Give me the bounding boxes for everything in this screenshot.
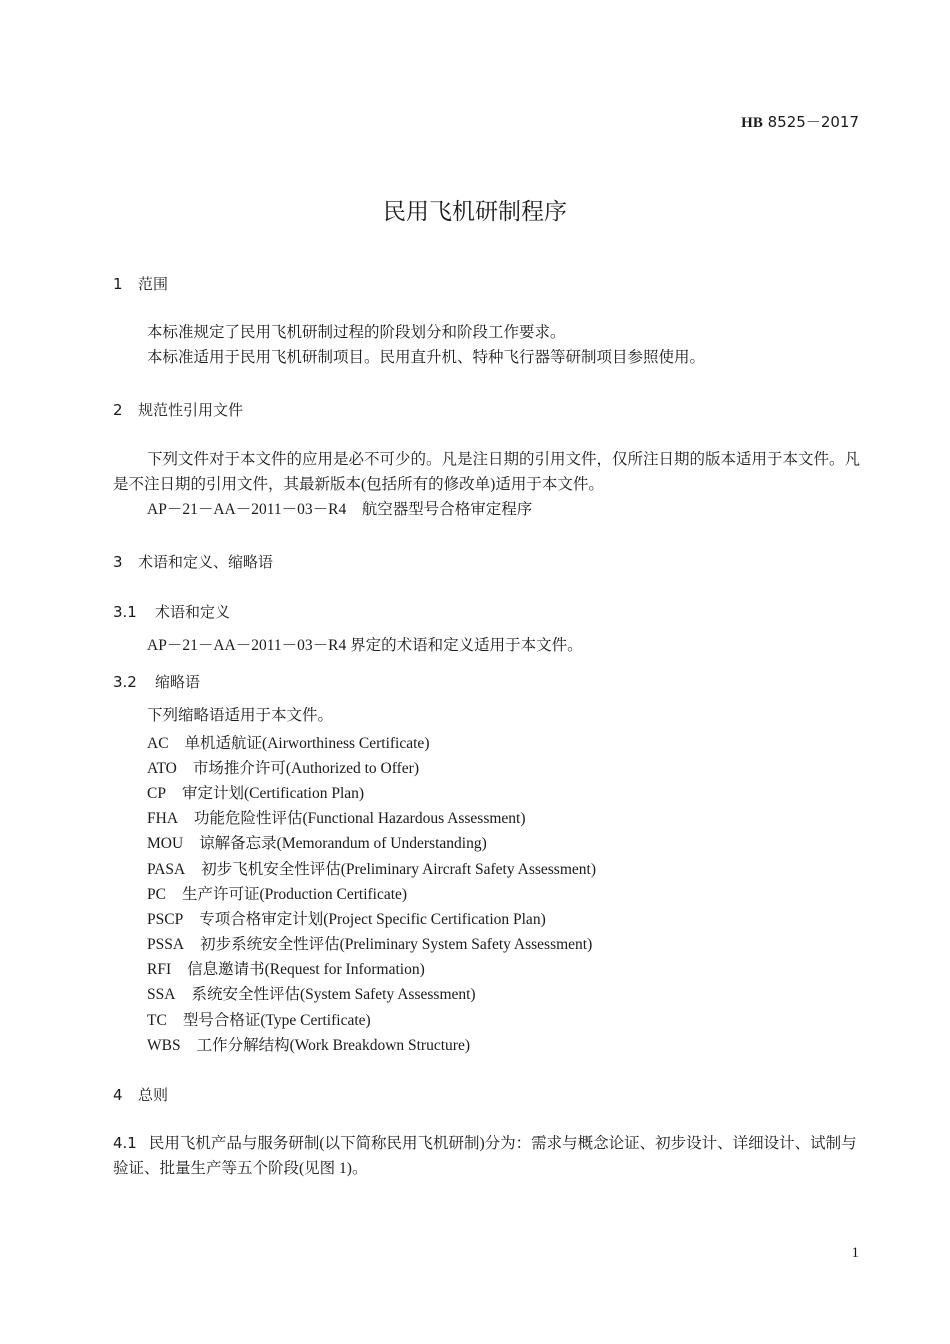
abbreviation-item bbox=[147, 932, 592, 954]
section-number: 4 bbox=[113, 1086, 123, 1104]
section-3-1-heading bbox=[113, 601, 230, 622]
abbreviation-code: ATO bbox=[147, 760, 177, 777]
abbreviation-description: 单机适航证(Airworthiness Certificate) bbox=[184, 735, 430, 752]
abbreviations-intro: 下列缩略语适用于本文件。 bbox=[147, 707, 334, 724]
section-title: 范围 bbox=[138, 275, 169, 293]
standard-number: 8525－2017 bbox=[767, 113, 859, 131]
abbreviation-description: 生产许可证(Production Certificate) bbox=[181, 886, 408, 903]
abbreviation-item bbox=[147, 781, 364, 803]
abbreviation-item bbox=[147, 907, 546, 929]
abbreviation-code: AC bbox=[147, 735, 169, 752]
abbreviation-code: PSSA bbox=[147, 936, 185, 953]
abbreviation-description: 信息邀请书(Request for Information) bbox=[187, 961, 425, 978]
subsection-number: 3.2 bbox=[113, 673, 137, 691]
abbreviation-description: 系统安全性评估(System Safety Assessment) bbox=[191, 986, 476, 1003]
subsection-title: 缩略语 bbox=[155, 673, 201, 691]
subsection-title: 术语和定义 bbox=[155, 603, 231, 621]
abbreviation-description: 功能危险性评估(Functional Hazardous Assessment) bbox=[194, 810, 526, 827]
abbreviation-code: MOU bbox=[147, 835, 184, 852]
abbreviation-item bbox=[147, 831, 487, 853]
section-number: 1 bbox=[113, 275, 123, 293]
section-4-heading bbox=[113, 1084, 168, 1105]
abbreviation-description: 初步飞机安全性评估(Preliminary Aircraft Safety Assessment) bbox=[201, 861, 596, 878]
abbreviation-description: 工作分解结构(Work Breakdown Structure) bbox=[196, 1037, 470, 1054]
section-number: 2 bbox=[113, 401, 123, 419]
normative-reference: AP－21－AA－2011－03－R4 航空器型号合格审定程序 bbox=[147, 501, 533, 518]
section-1-paragraph-1: 本标准规定了民用飞机研制过程的阶段划分和阶段工作要求。 bbox=[147, 324, 566, 341]
section-1-paragraph-2: 本标准适用于民用飞机研制项目。民用直升机、特种飞行器等研制项目参照使用。 bbox=[147, 349, 706, 366]
section-title: 术语和定义、缩略语 bbox=[138, 553, 274, 571]
page-number: 1 bbox=[851, 1245, 859, 1261]
clause-text: 民用飞机产品与服务研制(以下简称民用飞机研制)分为：需求与概念论证、初步设计、详细设计、试制与验证、批量生产等五个阶段(见图 1)。 bbox=[113, 1135, 857, 1177]
clause-number: 4.1 bbox=[113, 1134, 137, 1152]
abbreviation-item bbox=[147, 857, 596, 879]
abbreviation-description: 审定计划(Certification Plan) bbox=[181, 785, 365, 802]
abbreviation-description: 型号合格证(Type Certificate) bbox=[182, 1012, 371, 1029]
abbreviation-code: SSA bbox=[147, 986, 176, 1003]
abbreviation-description: 市场推介许可(Authorized to Offer) bbox=[192, 760, 419, 777]
section-3-1-paragraph: AP－21－AA－2011－03－R4 界定的术语和定义适用于本文件。 bbox=[147, 637, 583, 654]
abbreviation-item bbox=[147, 756, 419, 778]
section-number: 3 bbox=[113, 553, 123, 571]
section-3-2-heading bbox=[113, 671, 200, 692]
abbreviation-description: 初步系统安全性评估(Preliminary System Safety Assessment) bbox=[200, 936, 593, 953]
abbreviation-code: RFI bbox=[147, 961, 172, 978]
abbreviation-code: WBS bbox=[147, 1037, 181, 1054]
abbreviation-description: 谅解备忘录(Memorandum of Understanding) bbox=[199, 835, 487, 852]
document-title: 民用飞机研制程序 bbox=[383, 199, 567, 225]
section-title: 规范性引用文件 bbox=[138, 401, 244, 419]
abbreviation-item bbox=[147, 882, 407, 904]
section-2-heading bbox=[113, 399, 243, 420]
abbreviation-code: PC bbox=[147, 886, 166, 903]
abbreviation-code: PASA bbox=[147, 861, 186, 878]
abbreviation-code: PSCP bbox=[147, 911, 184, 928]
abbreviation-code: TC bbox=[147, 1012, 167, 1029]
section-1-heading bbox=[113, 273, 168, 294]
abbreviation-description: 专项合格审定计划(Project Specific Certification Plan) bbox=[199, 911, 546, 928]
abbreviation-item bbox=[147, 957, 425, 979]
abbreviation-item bbox=[147, 731, 429, 753]
section-title: 总则 bbox=[138, 1086, 169, 1104]
abbreviation-code: CP bbox=[147, 785, 166, 802]
section-4-1-paragraph bbox=[113, 1131, 861, 1181]
abbreviation-code: FHA bbox=[147, 810, 179, 827]
abbreviation-item bbox=[147, 806, 526, 828]
standard-code bbox=[741, 111, 859, 132]
standard-prefix: HB bbox=[741, 115, 763, 131]
abbreviation-item bbox=[147, 1033, 470, 1055]
abbreviation-item bbox=[147, 1008, 371, 1030]
abbreviation-item bbox=[147, 982, 476, 1004]
section-2-paragraph: 下列文件对于本文件的应用是必不可少的。凡是注日期的引用文件，仅所注日期的版本适用于本文件。凡是不注日期的引用文件，其最新版本(包括所有的修改单)适用于本文件。 bbox=[113, 451, 861, 493]
subsection-number: 3.1 bbox=[113, 603, 137, 621]
section-3-heading bbox=[113, 551, 273, 572]
